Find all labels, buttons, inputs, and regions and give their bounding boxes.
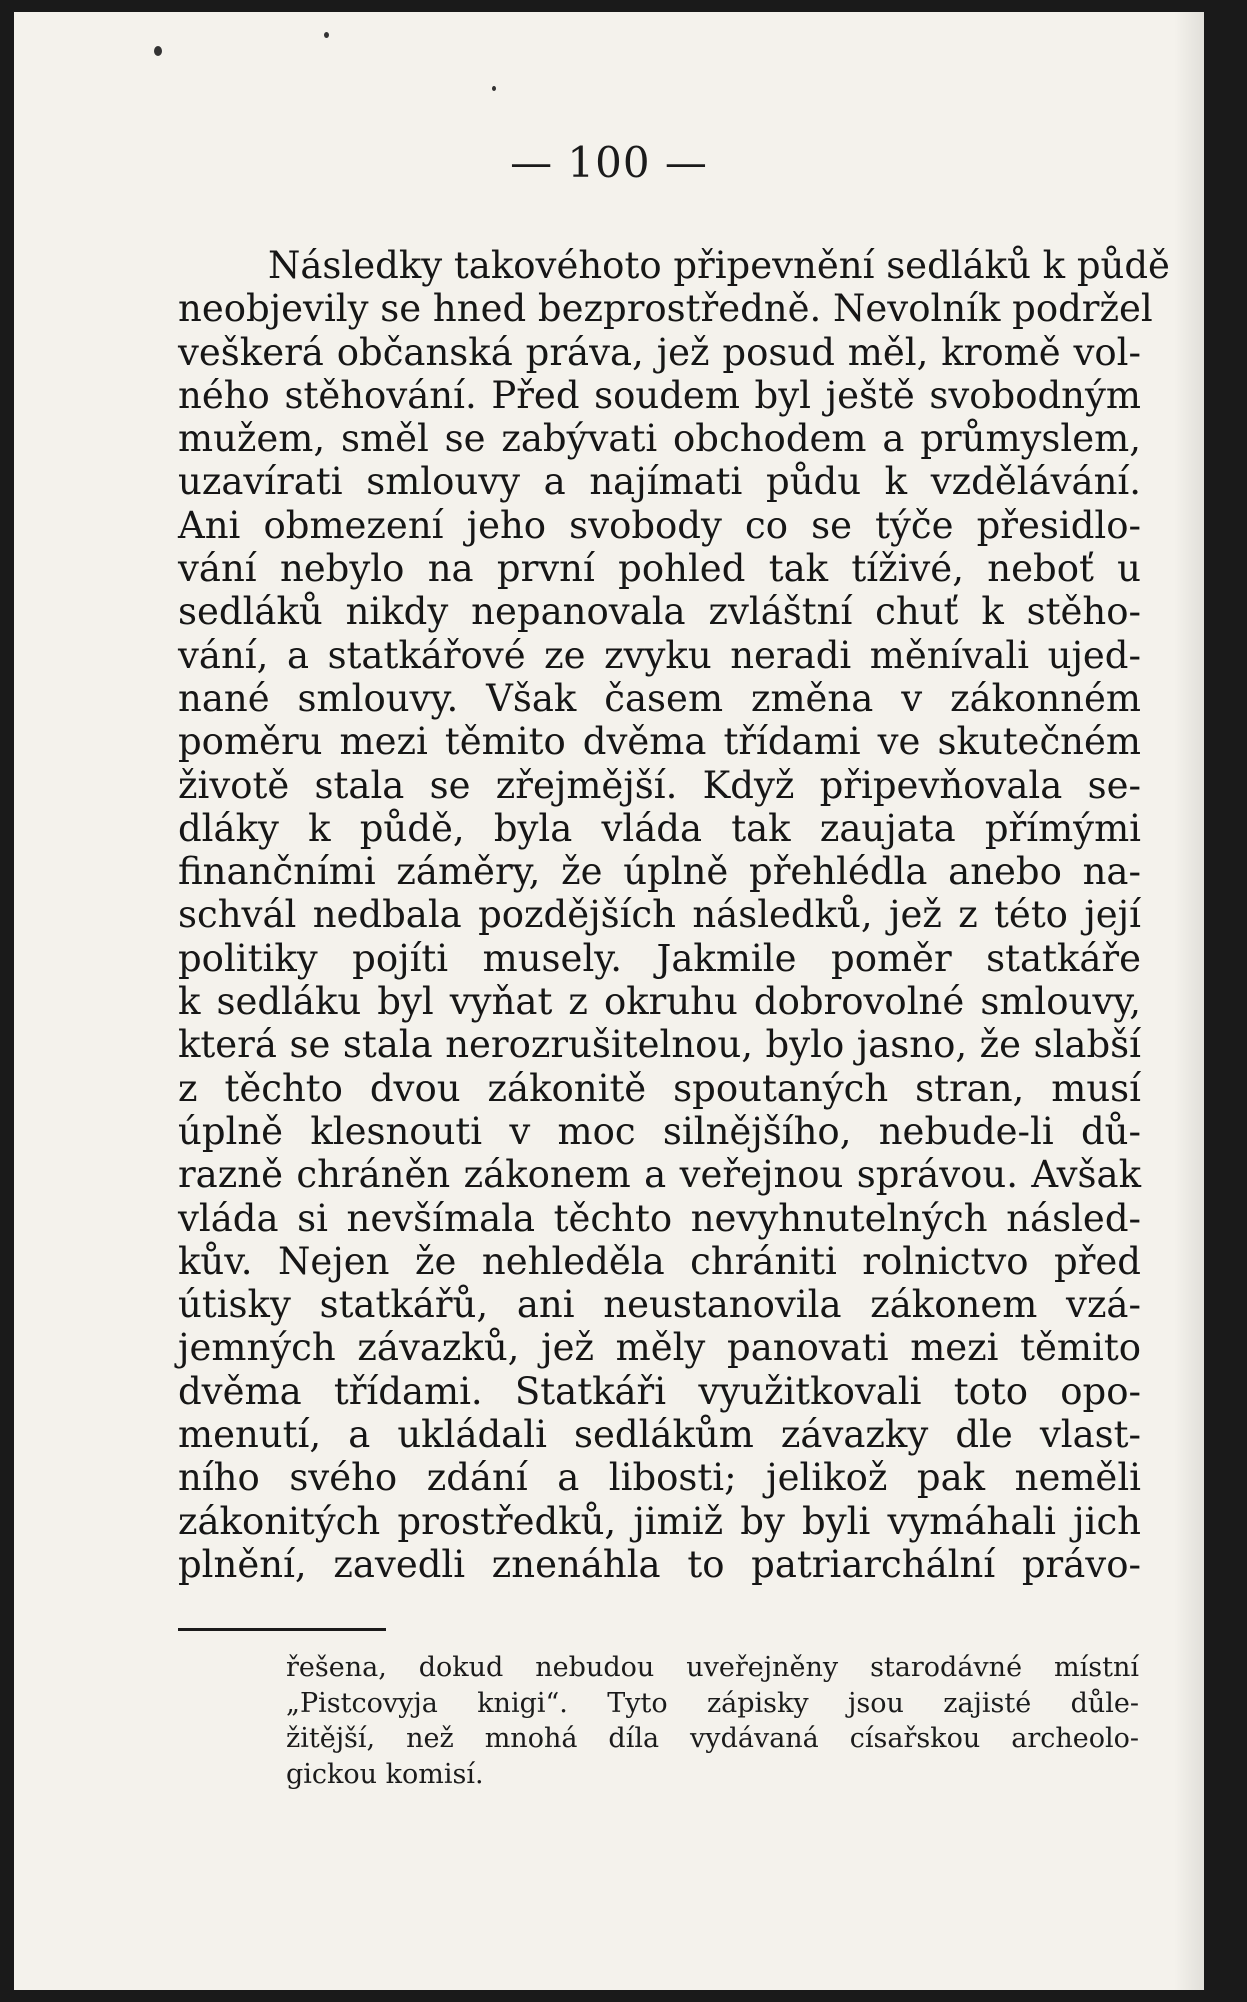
text-line: menutí, a ukládali sedlákům závazky dle vlast- — [178, 1413, 1141, 1457]
text-line: neobjevily se hned bezprostředně. Nevolník podržel — [178, 287, 1153, 331]
page-number-header: — 100 — — [510, 138, 708, 187]
print-speck — [324, 32, 329, 38]
print-speck — [154, 46, 162, 56]
main-text-block — [178, 244, 1170, 1586]
footnote-separator — [178, 1628, 386, 1631]
text-line: plnění, zavedli znenáhla to patriarchální právo- — [178, 1542, 1141, 1586]
text-line: vání nebylo na první pohled tak tíživé, neboť u — [178, 547, 1141, 591]
footnote-line: „Pistcovyja knigi“. Tyto zápisky jsou zajisté důle- — [286, 1687, 1139, 1719]
text-line: jemných závazků, jež měly panovati mezi těmito — [178, 1326, 1141, 1370]
text-line: schvál nedbala pozdějších následků, jež z této její — [178, 893, 1141, 937]
text-line: vání, a statkářové ze zvyku neradi měnívali ujed- — [178, 633, 1141, 677]
text-line: životě stala se zřejmější. Když připevňovala se- — [178, 763, 1141, 807]
text-line: dláky k půdě, byla vláda tak zaujata přímými — [178, 806, 1141, 850]
text-line: ného stěhování. Před soudem byl ještě svobodným — [178, 373, 1141, 417]
text-line: finančními záměry, že úplně přehlédla anebo na- — [178, 850, 1141, 894]
text-line: dvěma třídami. Statkáři využitkovali toto opo- — [178, 1369, 1141, 1413]
footnote-block — [286, 1650, 1139, 1792]
book-page — [14, 12, 1204, 1990]
text-line: Ani obmezení jeho svobody co se týče přesidlo- — [178, 503, 1141, 547]
text-line: z těchto dvou zákonitě spoutaných stran, musí — [178, 1066, 1141, 1110]
text-line: ního svého zdání a libosti; jelikož pak neměli — [178, 1456, 1141, 1500]
page-edge-shadow — [1174, 12, 1204, 1990]
text-line: nané smlouvy. Však časem změna v zákonném — [178, 676, 1141, 720]
footnote-line: řešena, dokud nebudou uveřejněny starodávné místní — [286, 1652, 1139, 1683]
text-line: která se stala nerozrušitelnou, bylo jasno, že slabší — [178, 1023, 1141, 1067]
footnote-line: gickou komisí. — [286, 1758, 484, 1790]
text-line: zákonitých prostředků, jimiž by byli vymáhali jich — [178, 1499, 1141, 1543]
text-line: úplně klesnouti v moc silnějšího, nebude-li dů- — [178, 1109, 1141, 1153]
text-line: Následky takovéhoto připevnění sedláků k půdě — [268, 244, 1170, 287]
text-line: sedláků nikdy nepanovala zvláštní chuť k stěho- — [178, 590, 1141, 634]
text-line: mužem, směl se zabývati obchodem a průmyslem, — [178, 417, 1141, 461]
print-speck — [492, 86, 496, 91]
text-line: razně chráněn zákonem a veřejnou správou. Avšak — [178, 1153, 1141, 1197]
text-line: vláda si nevšímala těchto nevyhnutelných násled- — [178, 1196, 1141, 1240]
text-line: uzavírati smlouvy a najímati půdu k vzdělávání. — [178, 460, 1141, 504]
footnote-line: žitější, než mnohá díla vydávaná císařskou archeolo- — [286, 1723, 1139, 1754]
text-line: poměru mezi těmito dvěma třídami ve skutečném — [178, 720, 1141, 764]
text-line: kův. Nejen že nehleděla chrániti rolnictvo před — [178, 1239, 1141, 1283]
text-line: k sedláku byl vyňat z okruhu dobrovolné smlouvy, — [178, 980, 1141, 1024]
text-line: útisky statkářů, ani neustanovila zákonem vzá- — [178, 1283, 1141, 1327]
text-line: veškerá občanská práva, jež posud měl, kromě vol- — [178, 330, 1141, 374]
text-line: politiky pojíti musely. Jakmile poměr statkáře — [178, 936, 1141, 980]
